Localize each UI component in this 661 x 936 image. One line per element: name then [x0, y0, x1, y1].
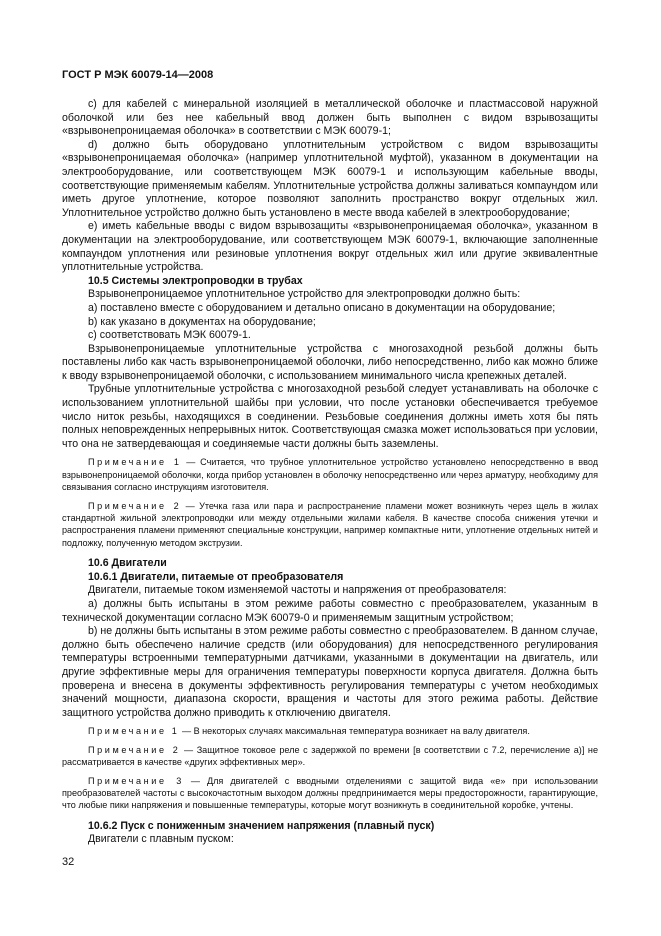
- section-10-5-item-a: a) поставлено вместе с оборудованием и детально описано в документации на оборудование;: [88, 301, 556, 314]
- note-text: — В некоторых случаях максимальная температура возникает на валу двигателя.: [179, 726, 530, 737]
- note-label: Примечание 2: [88, 744, 181, 755]
- note-text: — Считается, что трубное уплотнительное устройство установлено непосредственно в ввод взрывонепроницаемой оболочки, когда прибор установлен в оболочку непосредственно или через арматуру, необходиму для связывания согласно инструкциям изготовителя.: [62, 457, 599, 493]
- note-text: — Для двигателей с вводными отделениями с защитой вида «e» при использовании преобразователей частоты с высокочастотным выходом должны предпринимается меры предосторожности, гарантирующие, что любые пики напряжения и повышенные температуры, которые могут возникнуть в соединительной коробке, учтены.: [62, 775, 598, 811]
- page-number: 32: [62, 856, 75, 868]
- page-content: [62, 98, 598, 847]
- paragraph-e-cable-entries: e) иметь кабельные вводы с видом взрывозащиты «взрывонепроницаемая оболочка», указанном в документации на электрооборудование, или соответствующем МЭК 60079-1, включающие заполненные компаундом уплотнения или резиновые уплотнения вокруг отдельных жил или другие эквивалентные уплотнительные устройства.: [62, 220, 598, 274]
- section-10-6-1-item-b: b) не должны быть испытаны в этом режиме работы совместно с преобразователем. В данном случае, должно быть обеспечено наличие средств (или оборудования) для непосредственного регулирования температуры встроенными температурными датчиками, указанными в документации на двигатель, или другие эффективные меры для ограничения температуры поверхности корпуса двигателя. Должна быть проверена и внесена в документы эффективность регулирования температуры с учетом необходимых значений мощности, диапазона скорости, вращения и частоты для этого режима работы. Действие защитного устройства должно приводить к отключению двигателя.: [62, 625, 598, 719]
- section-10-5-para-multithread: Взрывонепроницаемые уплотнительные устройства с многозаходной резьбой должны быть поставлены либо как часть взрывонепроницаемой оболочки, либо непосредственно, либо как можно ближе к вводу взрывонепроницаемой оболочки, с использованием минимального числа крепежных деталей.: [62, 342, 598, 382]
- section-10-6-1-note-2: [62, 744, 598, 769]
- paragraph-c-mineral-cable: c) для кабелей с минеральной изоляцией в металлической оболочке и пластмассовой наружной оболочкой или без нее кабельный ввод должен быть выполнен с видом взрывозащиты «взрывонепроницаемая оболочка» в соответствии с МЭК 60079-1;: [62, 98, 598, 138]
- section-10-6-1-intro: Двигатели, питаемые током изменяемой частоты и напряжения от преобразователя:: [88, 584, 507, 597]
- section-10-6-2-heading: 10.6.2 Пуск с пониженным значением напряжения (плавный пуск): [88, 819, 435, 832]
- section-10-5-heading: 10.5 Системы электропроводки в трубах: [88, 274, 303, 287]
- paragraph-d-sealing-device: d) должно быть оборудовано уплотнительным устройством с видом взрывозащиты «взрывонепроницаемая оболочка» (например уплотнительной муфтой), указанном в документации на электрооборудование, или соответствующем МЭК 60079-1 и использующим кабельные вводы, соответствующие применяемым кабелям. Уплотнительные устройства должны заливаться компаундом или иметь другое уплотнение, которое позволяют заполнить пространство вокруг отдельных жил. Уплотнительное устройство должно быть установлено в месте ввода кабелей в электрооборудование;: [62, 138, 598, 219]
- section-10-6-heading: 10.6 Двигатели: [88, 557, 167, 570]
- section-10-6-1-item-a: a) должны быть испытаны в этом режиме работы совместно с преобразователем, указанным в технической документации согласно МЭК 60079-0 и применяемым защитным устройством;: [62, 598, 598, 624]
- section-10-5-note-2: [62, 500, 598, 550]
- section-10-5-intro: Взрывонепроницаемое уплотнительное устройство для электропроводки должно быть:: [88, 288, 521, 301]
- section-10-5-item-c: c) соответствовать МЭК 60079-1.: [88, 329, 251, 342]
- note-text: — Защитное токовое реле с задержкой по времени [в соответствии с 7.2, перечисление a)] не рассматривается в качестве «других эффективных мер».: [62, 744, 598, 768]
- section-10-5-note-1: [62, 456, 598, 493]
- document-header: ГОСТ Р МЭК 60079-14—2008: [62, 69, 214, 81]
- note-label: Примечание 2: [88, 500, 182, 511]
- section-10-6-1-note-1: [62, 725, 598, 737]
- section-10-5-para-conduit: Трубные уплотнительные устройства с многозаходной резьбой следует устанавливать на оболочке с использованием уплотнительной шайбы при условии, что после установки обеспечивается требуемое число ниток резьбы, находящихся в соединении. Резьбовые соединения должны иметь хотя бы пять полных неповрежденных непрерывных ниток. Соответствующая смазка может использоваться при условии, что она не затвердевающая и соединяемые части должны быть заземлены.: [62, 383, 598, 450]
- note-label: Примечание 1: [88, 457, 182, 468]
- section-10-6-2-intro: Двигатели с плавным пуском:: [88, 833, 234, 846]
- section-10-6-1-note-3: [62, 775, 598, 812]
- note-label: Примечание 3: [88, 775, 184, 786]
- note-text: — Утечка газа или пара и распространение пламени может возникнуть через щель в жилах стандартной жильной электропроводки или между отдельными жилами кабеля. В качестве способа снижения утечки и распространения пламени применяют специальные конструкции, например компактные нити, уплотнение отдельных нитей и подложку, полученную методом экструзии.: [62, 500, 598, 548]
- note-label: Примечание 1: [88, 726, 180, 737]
- section-10-5-item-b: b) как указано в документах на оборудование;: [88, 315, 316, 328]
- section-10-6-1-heading: 10.6.1 Двигатели, питаемые от преобразователя: [88, 570, 344, 583]
